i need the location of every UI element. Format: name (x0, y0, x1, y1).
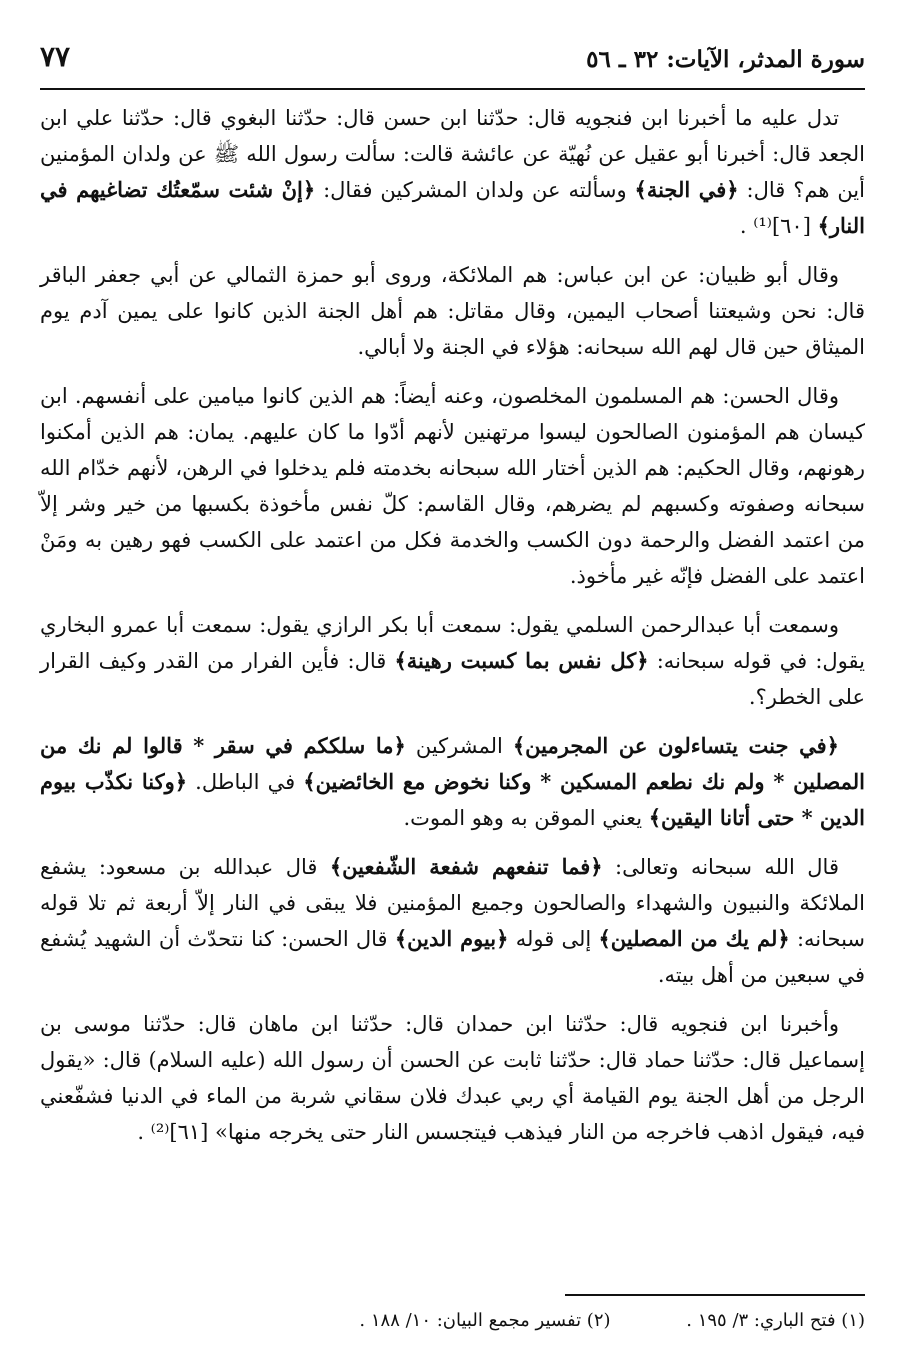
text-run: تدل عليه ما أخبرنا ابن فنجويه قال: حدّثنا ابن حسن قال: حدّثنا البغوي قال: حدّثنا علي ابن الجعد قال: أخبرنا أبو عقيل عن نُهيّة عن عائشة قالت: سألت رسول الله ﷺ عن ولدان المؤمنين أين هم؟ قال: (40, 106, 865, 202)
text-run: يعني الموقن به وهو الموت. (403, 806, 649, 830)
paragraph-6 (40, 849, 865, 993)
quran-quote: ﴿فما تنفعهم شفعة الشّفعين﴾ (329, 854, 603, 879)
page-number: ٧٧ (40, 40, 71, 73)
paragraph-7 (40, 1006, 865, 1150)
quran-quote: ﴿وكنا نكذّب بيوم الدين * حتى أتانا اليقين﴾ (40, 769, 865, 830)
text-run: وقال أبو ظبيان: عن ابن عباس: هم الملائكة، وروى أبو حمزة الثمالي عن أبي جعفر الباقر قال: نحن وشيعتنا أصحاب اليمين، وقال مقاتل: هم أهل الجنة الذين كانوا على يمين آدم يوم الميثاق حين قال لهم الله سبحانه: هؤلاء في الجنة ولا أبالي. (40, 263, 865, 359)
page-header (40, 30, 865, 90)
quran-quote: ﴿في الجنة﴾ (634, 177, 739, 202)
text-run: قال: فأين الفرار من القدر وكيف القرار على الخطر؟. (40, 649, 865, 709)
footnote-divider (565, 1294, 865, 1296)
quran-quote: ﴿ما سلككم في سقر * قالوا لم نك من المصلين * ولم نك نطعم المسكين * وكنا نخوض مع الخائضين﴾ (40, 733, 865, 794)
paragraph-4 (40, 607, 865, 715)
quran-quote: ﴿لم يك من المصلين﴾ (598, 926, 790, 951)
text-run: [٦٠]⁽¹⁾ . (739, 214, 818, 238)
paragraph-2 (40, 257, 865, 365)
quran-quote: ﴿كل نفس بما كسبت رهينة﴾ (394, 648, 649, 673)
paragraph-5 (40, 728, 865, 836)
running-title: سورة المدثر، الآيات: ٣٢ ـ ٥٦ (586, 46, 865, 73)
quran-quote: ﴿في جنت يتساءلون عن المجرمين﴾ (512, 733, 839, 758)
text-run: وأخبرنا ابن فنجويه قال: حدّثنا ابن حمدان قال: حدّثنا ابن ماهان قال: حدّثنا موسى بن إسماعيل قال: حدّثنا حماد قال: حدّثنا ثابت عن الحسن أن رسول الله (عليه السلام) قال: «يقول الرجل من أهل الجنة يوم القيامة أي ربي عبدك فلان سقاني شربة من الماء في الدنيا فشفّعني فيه، فيقول اذهب فاخرجه من النار فيذهب فيتجسس النار حتى يخرجه منها» [٦١]⁽²⁾ . (40, 1012, 865, 1144)
text-run: قال الله سبحانه وتعالى: (602, 855, 839, 879)
text-run: المشركين (405, 734, 513, 758)
footnote-1: (١) فتح الباري: ٣/ ١٩٥ . (686, 1310, 865, 1331)
text-run: في الباطل. (187, 770, 304, 794)
quran-quote: ﴿إنْ شئت سمّعتُك تضاغيهم في النار﴾ (40, 177, 865, 238)
footnote-2: (٢) تفسير مجمع البيان: ١٠/ ١٨٨ . (359, 1310, 611, 1331)
text-run: وسمعت أبا عبدالرحمن السلمي يقول: سمعت أبا بكر الرازي يقول: سمعت أبا عمرو البخاري يقول: في قوله سبحانه: (40, 613, 865, 673)
paragraph-3 (40, 378, 865, 594)
body-text (40, 100, 865, 1163)
text-run: قال عبدالله بن مسعود: يشفع الملائكة والنبيون والشهداء والصالحون وجميع المؤمنين فلا يبقى في النار إلاّ أربعة ثم تلا قوله سبحانه: (40, 855, 866, 951)
footnotes (40, 1306, 865, 1336)
text-run: وسألته عن ولدان المشركين فقال: (315, 178, 635, 202)
paragraph-1 (40, 100, 865, 244)
text-run: إلى قوله (508, 927, 599, 951)
text-run: قال الحسن: كنا نتحدّث أن الشهيد يُشفع في سبعين من أهل بيته. (40, 927, 865, 987)
quran-quote: ﴿بيوم الدين﴾ (394, 926, 509, 951)
text-run: وقال الحسن: هم المسلمون المخلصون، وعنه أيضاً: هم الذين كانوا ميامين على أنفسهم. ابن كيسان هم المؤمنون الصالحون ليسوا مرتهنين لأنهم أدّوا ما كان عليهم. يمان: هم الذين أمكنوا رهونهم، وقال الحكيم: هم الذين أختار الله سبحانه بخدمته فلم يدخلوا في الرهن، لأنهم خدّام الله سبحانه وصفوته وكسبهم لم يضرهم، وقال القاسم: كلّ نفس مأخوذة بكسبها من خير وشر إلاّ من اعتمد الفضل والرحمة دون الكسب والخدمة فكل من اعتمد على الكسب فهو رهين به ومَنْ اعتمد على الفضل فإنّه غير مأخوذ. (40, 384, 865, 588)
